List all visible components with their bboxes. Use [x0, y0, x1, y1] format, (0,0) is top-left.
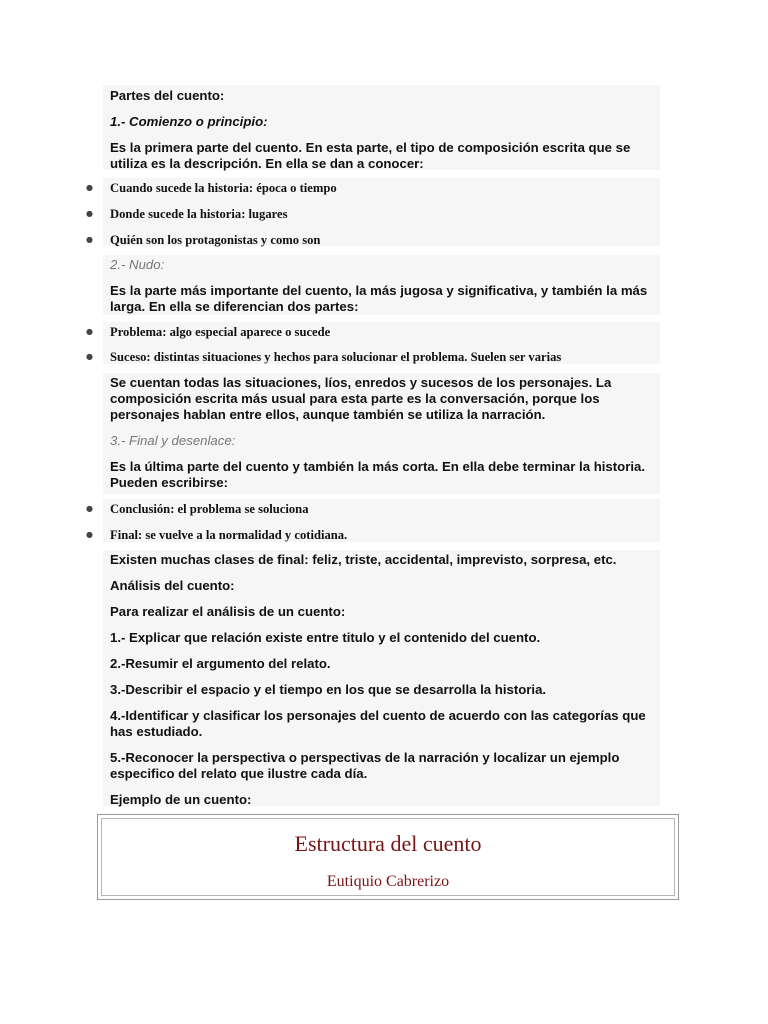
nudo-block [103, 255, 660, 315]
story-title-box [97, 814, 679, 900]
title-box-border [101, 818, 675, 896]
list-item: ● Final: se vuelve a la normalidad y cotidiana. [0, 525, 660, 545]
list-step: 1.- Explicar que relación existe entre titulo y el contenido del cuento. [110, 630, 541, 645]
story-author: Eutiquio Cabrerizo [326, 873, 450, 890]
list-step: 3.-Describir el espacio y el tiempo en los que se desarrolla la historia. [110, 682, 547, 697]
bullet-icon: ● [86, 183, 93, 192]
bullet-icon: ● [86, 530, 93, 539]
bullet-icon: ● [86, 209, 93, 218]
section-paragraph: Es la última parte del cuento y también la más corta. En ella debe terminar la historia. Pueden escribirse: [110, 459, 646, 490]
bullet-icon: ● [86, 235, 93, 244]
section-subheading: 1.- Comienzo o principio: [110, 114, 268, 129]
list-item: ● Problema: algo especial aparece o sucede [0, 322, 660, 342]
section-paragraph: Es la primera parte del cuento. En esta parte, el tipo de composición escrita que se utiliza es la descripción. En ella se dan a conocer: [110, 140, 631, 171]
list-step: 4.-Identificar y clasificar los personajes del cuento de acuerdo con las categorías que has estudiado. [110, 708, 646, 739]
list-step: 2.-Resumir el argumento del relato. [110, 656, 331, 671]
final-block [103, 373, 660, 494]
list-item: ● Suceso: distintas situaciones y hechos para solucionar el problema. Suelen ser varias [0, 347, 660, 367]
section-heading: Análisis del cuento: [110, 578, 235, 593]
section-paragraph: Ejemplo de un cuento: [110, 792, 252, 807]
section-subheading: 2.- Nudo: [110, 257, 165, 272]
list-item: ● Conclusión: el problema se soluciona [0, 499, 660, 519]
bullet-icon: ● [86, 327, 93, 336]
section-paragraph: Es la parte más importante del cuento, la más jugosa y significativa, y también la más larga. En ella se diferencian dos partes: [110, 283, 648, 314]
section-paragraph: Se cuentan todas las situaciones, líos, enredos y sucesos de los personajes. La composición escrita más usual para esta parte es la conversación, porque los personajes hablan entre ellos, aunque también se utiliza la narración. [110, 375, 612, 422]
list-item: ● Donde sucede la historia: lugares [0, 204, 660, 224]
list-step: 5.-Reconocer la perspectiva o perspectivas de la narración y localizar un ejemplo especifico del relato que ilustre cada día. [110, 750, 620, 781]
section-paragraph: Existen muchas clases de final: feliz, triste, accidental, imprevisto, sorpresa, etc. [110, 552, 617, 567]
section-paragraph: Para realizar el análisis de un cuento: [110, 604, 346, 619]
bullet-icon: ● [86, 504, 93, 513]
list-item: ● Quién son los protagonistas y como son [0, 230, 660, 250]
section-subheading: 3.- Final y desenlace: [110, 433, 236, 448]
section-heading: Partes del cuento: [110, 88, 225, 103]
intro-block [103, 85, 660, 170]
list-item: ● Cuando sucede la historia: época o tiempo [0, 178, 660, 198]
story-title: Estructura del cuento [294, 831, 482, 856]
analysis-block [103, 550, 660, 806]
bullet-icon: ● [86, 352, 93, 361]
